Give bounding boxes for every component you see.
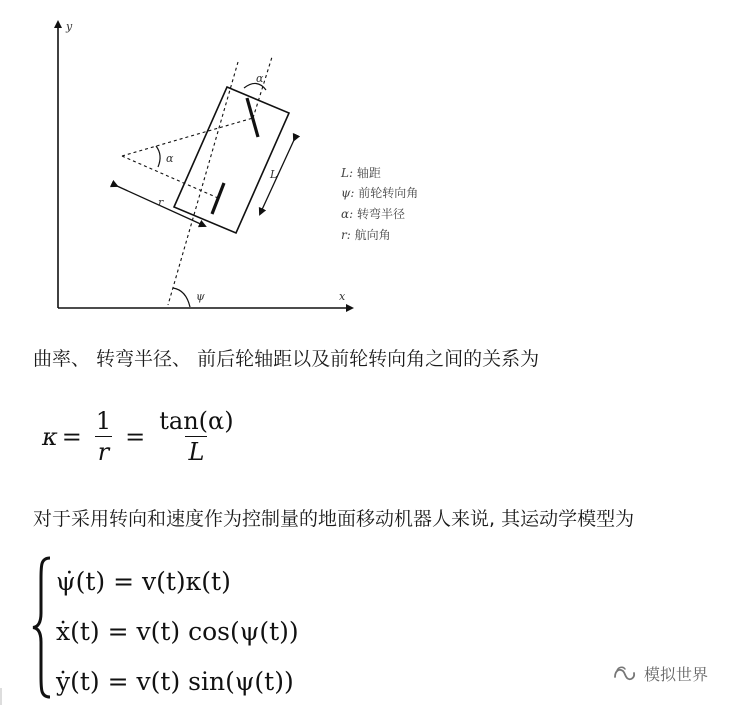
bicycle-model-diagram [0, 0, 740, 325]
rear-wheel [212, 183, 224, 214]
legend-item-psi: ψ: 前轮转向角 [341, 186, 419, 200]
left-brace [30, 555, 54, 700]
fraction-tan-alpha-over-l [156, 408, 236, 466]
wechat-channel-icon [612, 663, 638, 685]
psi-arc [173, 288, 190, 307]
edge-mark [0, 688, 2, 705]
x-axis-label: x [339, 290, 346, 303]
radius-line-to-front [122, 118, 253, 156]
heading-rate-equation: ψ̇(t) = v(t)κ(t) [56, 567, 231, 596]
fraction-numerator: tan(α) [159, 407, 234, 435]
radius-label: r [158, 196, 164, 209]
kinematic-model-paragraph: 对于采用转向和速度作为控制量的地面移动机器人来说, 其运动学模型为 [33, 508, 635, 530]
wheelbase-label: L [270, 168, 278, 181]
legend-item-r: r: 航向角 [341, 228, 391, 242]
psi-label: ψ [196, 290, 205, 303]
watermark-text: 模拟世界 [644, 665, 709, 684]
kinematic-equation-system [56, 560, 299, 710]
alpha-label-left: α [166, 152, 174, 165]
equals-sign: = [125, 422, 146, 451]
curvature-equation [42, 408, 244, 466]
relationship-paragraph: 曲率、 转弯半径、 前后轮轴距以及前轮转向角之间的关系为 [33, 348, 540, 370]
alpha-label-top: α [256, 72, 264, 85]
y-velocity-equation: ẏ(t) = v(t) sin(ψ(t)) [56, 667, 294, 696]
kappa-symbol: κ [42, 422, 58, 451]
legend-item-l: L: 轴距 [341, 166, 381, 180]
front-wheel-heading-line [253, 57, 272, 118]
front-wheel [247, 98, 258, 137]
watermark [612, 662, 708, 685]
legend-item-alpha: α: 转弯半径 [341, 207, 405, 221]
x-velocity-equation: ẋ(t) = v(t) cos(ψ(t)) [56, 617, 299, 646]
equals-sign: = [61, 422, 82, 451]
vehicle-centerline [168, 62, 238, 305]
legend [340, 165, 418, 242]
fraction-one-over-r [93, 408, 114, 466]
y-axis-label: y [66, 20, 73, 33]
fraction-denominator: L [185, 436, 207, 465]
alpha-arc-center [156, 146, 160, 167]
fraction-numerator: 1 [95, 407, 112, 435]
vehicle-body [174, 87, 289, 233]
fraction-denominator: r [95, 436, 112, 465]
